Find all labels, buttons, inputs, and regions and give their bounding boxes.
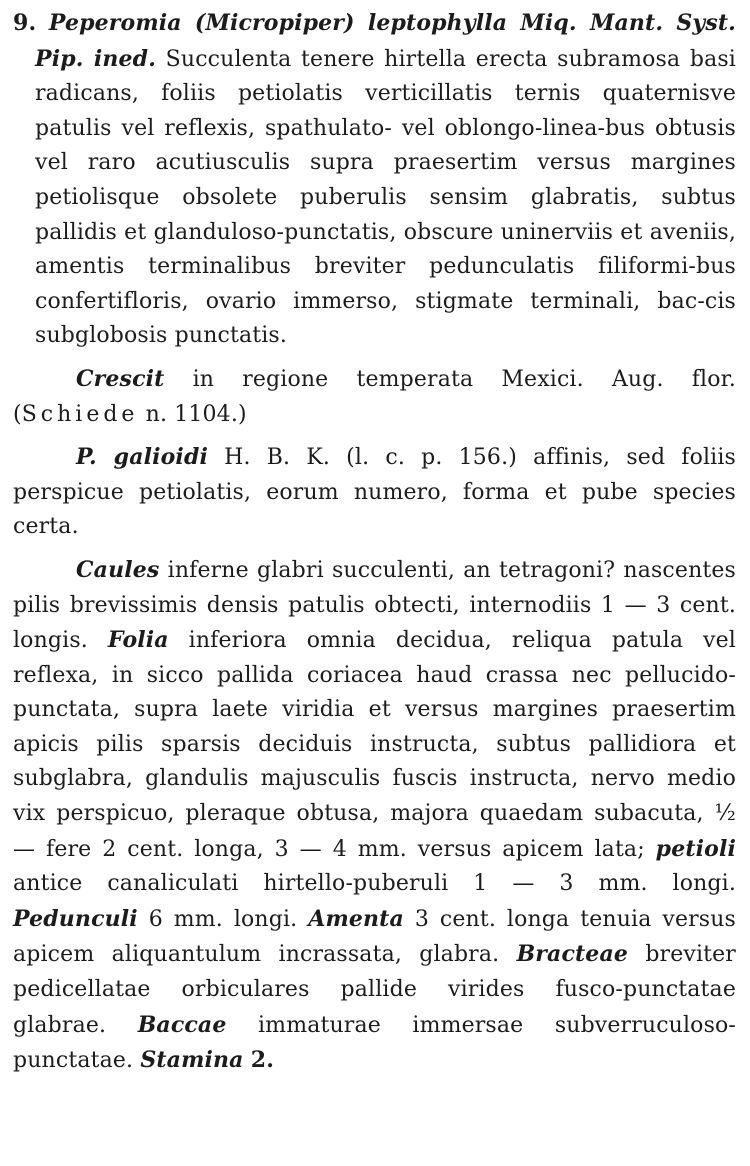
baccae-lead: Baccae xyxy=(137,1011,227,1038)
bracteae-lead: Bracteae xyxy=(516,941,629,968)
folia-text: inferiora omnia decidua, reliqua patula vel reflexa, in sicco pallida coriacea haud crassa nec pellucido-punctata, supra laete viridia et versus margines praesertim apicis pilis sparsis deciduis instructa, subtus pallidiora et subglabra, glandulis majusculis fuscis instructa, nervo medio vix perspicuo, pleraque obtusa, majora quaedam subacuta, ½ — fere 2 cent. longa, 3 — 4 mm. versus apicem lata; xyxy=(13,628,736,862)
habitat-paragraph xyxy=(13,362,736,432)
pedunculi-lead: Pedunculi xyxy=(13,905,138,932)
species-entry xyxy=(13,6,736,354)
habitat-text: in regione temperata Mexici. Aug. flor. ( xyxy=(13,366,736,427)
caules-text: inferne glabri succulenti, an tetragoni? nascentes pilis brevissimis densis patulis obtecti, internodiis 1 — 3 cent. longis. xyxy=(13,557,736,654)
entry-number: 9. xyxy=(13,10,37,36)
habitat-lead: Crescit xyxy=(76,365,165,392)
description-paragraph xyxy=(13,553,736,1079)
petioli-lead: petioli xyxy=(655,835,736,862)
pedunculi-text: 6 mm. longi. xyxy=(148,906,298,932)
collector-name: Schiede xyxy=(21,401,139,427)
stamina-text: 2. xyxy=(250,1047,275,1074)
caules-lead: Caules xyxy=(76,556,160,583)
affinity-lead: P. galioidi xyxy=(76,444,208,471)
collection-number: n. 1104.) xyxy=(145,401,247,427)
species-name: Peperomia (Micropiper) leptophylla Miq. Mant. Syst. Pip. ined. xyxy=(35,10,736,72)
baccae-text: immaturae immersae subverruculoso-punctatae. xyxy=(13,1012,736,1074)
species-diagnosis: Succulenta tenere hirtella erecta subramosa basi radicans, foliis petiolatis verticillatis ternis quaternisve patulis vel reflexis, spathulato- vel oblongo-linea-bus obtusis vel raro acutiusculis supra praesertim versus margines petiolisque obsolete puberulis sensim glabratis, subtus pallidis et glanduloso-punctatis, obscure uninerviis et aveniis, amentis terminalibus breviter pedunculatis filiformi-bus confertifloris, ovario immerso, stigmate terminali, bac-cis subglobosis punctatis. xyxy=(35,46,736,349)
petioli-text: antice canaliculati hirtello-puberuli 1 — 3 mm. longi. xyxy=(13,871,736,897)
stamina-lead: Stamina xyxy=(140,1047,244,1074)
affinity-text: H. B. K. (l. c. p. 156.) affinis, sed foliis perspicue petiolatis, eorum numero, forma et pube species certa. xyxy=(13,445,736,540)
folia-lead: Folia xyxy=(107,627,169,654)
affinity-paragraph xyxy=(13,440,736,545)
amenta-lead: Amenta xyxy=(308,905,404,932)
bracteae-text: breviter pedicellatae orbiculares pallide virides fusco-punctatae glabrae. xyxy=(13,942,736,1038)
amenta-text: 3 cent. longa tenuia versus apicem aliquantulum incrassata, glabra. xyxy=(13,906,736,968)
